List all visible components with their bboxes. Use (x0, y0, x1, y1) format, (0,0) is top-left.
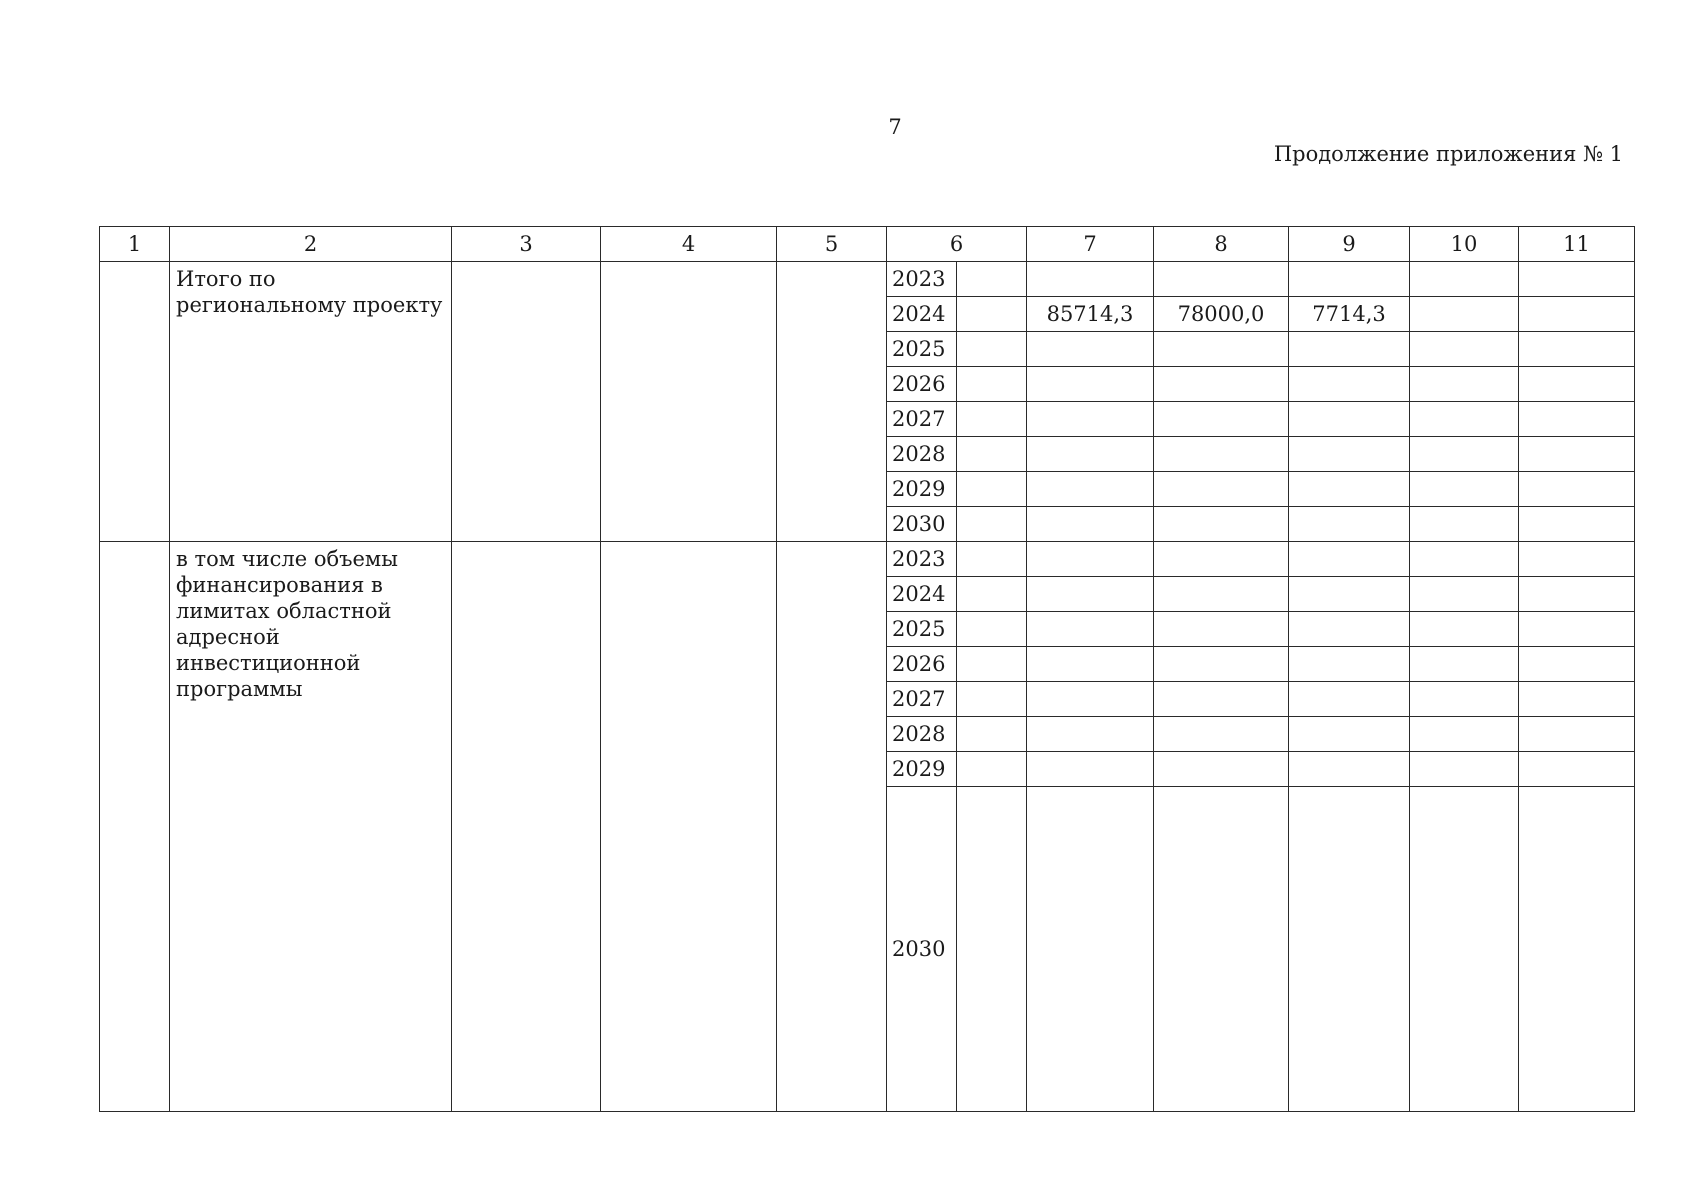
col-6-value (957, 332, 1027, 367)
col-number-2: 2 (170, 227, 452, 262)
col-number-11: 11 (1519, 227, 1635, 262)
value-cell-c8 (1154, 542, 1289, 577)
col-number-7: 7 (1027, 227, 1154, 262)
value-cell-c11 (1519, 472, 1635, 507)
value-cell-c10 (1410, 332, 1519, 367)
year-cell: 2029 (887, 752, 957, 787)
value-cell-c7 (1027, 507, 1154, 542)
value-cell-c11 (1519, 262, 1635, 297)
col-number-8: 8 (1154, 227, 1289, 262)
value-cell-c8: 78000,0 (1154, 297, 1289, 332)
value-cell-c10 (1410, 612, 1519, 647)
year-cell: 2026 (887, 647, 957, 682)
value-cell-c11 (1519, 682, 1635, 717)
value-cell-c7 (1027, 542, 1154, 577)
value-cell-c9 (1289, 542, 1410, 577)
value-cell-c8 (1154, 682, 1289, 717)
value-cell-c9 (1289, 507, 1410, 542)
row-name: Итого по региональному проекту (170, 262, 452, 542)
col-6-value (957, 787, 1027, 1112)
block-col-4 (601, 262, 777, 542)
col-6-value (957, 647, 1027, 682)
value-cell-c9 (1289, 472, 1410, 507)
year-cell: 2025 (887, 332, 957, 367)
col-6-value (957, 472, 1027, 507)
value-cell-c10 (1410, 472, 1519, 507)
col-6-value (957, 297, 1027, 332)
col-6-value (957, 577, 1027, 612)
value-cell-c8 (1154, 787, 1289, 1112)
value-cell-c11 (1519, 612, 1635, 647)
value-cell-c11 (1519, 437, 1635, 472)
col-number-9: 9 (1289, 227, 1410, 262)
block-col-5 (777, 262, 887, 542)
value-cell-c8 (1154, 367, 1289, 402)
value-cell-c7 (1027, 752, 1154, 787)
col-6-value (957, 682, 1027, 717)
year-cell: 2026 (887, 367, 957, 402)
value-cell-c7 (1027, 717, 1154, 752)
value-cell-c9 (1289, 787, 1410, 1112)
col-number-10: 10 (1410, 227, 1519, 262)
value-cell-c10 (1410, 262, 1519, 297)
value-cell-c7 (1027, 647, 1154, 682)
value-cell-c8 (1154, 577, 1289, 612)
financing-table (99, 226, 1635, 1112)
value-cell-c9 (1289, 717, 1410, 752)
year-cell: 2028 (887, 437, 957, 472)
col-number-6: 6 (887, 227, 1027, 262)
value-cell-c10 (1410, 752, 1519, 787)
block-col-3 (452, 542, 601, 1112)
year-cell: 2030 (887, 507, 957, 542)
value-cell-c7: 85714,3 (1027, 297, 1154, 332)
value-cell-c8 (1154, 402, 1289, 437)
value-cell-c11 (1519, 297, 1635, 332)
value-cell-c9 (1289, 647, 1410, 682)
block-col-1 (100, 262, 170, 542)
value-cell-c7 (1027, 577, 1154, 612)
value-cell-c8 (1154, 717, 1289, 752)
page-number: 7 (888, 115, 902, 139)
year-cell: 2024 (887, 297, 957, 332)
value-cell-c7 (1027, 787, 1154, 1112)
value-cell-c9 (1289, 577, 1410, 612)
block-col-3 (452, 262, 601, 542)
value-cell-c7 (1027, 332, 1154, 367)
col-6-value (957, 612, 1027, 647)
value-cell-c7 (1027, 612, 1154, 647)
value-cell-c9: 7714,3 (1289, 297, 1410, 332)
value-cell-c9 (1289, 332, 1410, 367)
value-cell-c11 (1519, 752, 1635, 787)
value-cell-c10 (1410, 647, 1519, 682)
value-cell-c9 (1289, 367, 1410, 402)
col-6-value (957, 507, 1027, 542)
value-cell-c11 (1519, 367, 1635, 402)
year-cell: 2027 (887, 682, 957, 717)
value-cell-c9 (1289, 402, 1410, 437)
row-name: в том числе объемы финансирования в лимитах областной адресной инвестиционной программы (170, 542, 452, 1112)
value-cell-c8 (1154, 262, 1289, 297)
value-cell-c11 (1519, 542, 1635, 577)
col-6-value (957, 752, 1027, 787)
block-col-4 (601, 542, 777, 1112)
appendix-continuation-note: Продолжение приложения № 1 (1273, 142, 1623, 166)
year-cell: 2023 (887, 262, 957, 297)
value-cell-c11 (1519, 402, 1635, 437)
value-cell-c11 (1519, 717, 1635, 752)
value-cell-c8 (1154, 647, 1289, 682)
col-6-value (957, 717, 1027, 752)
value-cell-c7 (1027, 262, 1154, 297)
value-cell-c10 (1410, 297, 1519, 332)
year-cell: 2028 (887, 717, 957, 752)
col-6-value (957, 437, 1027, 472)
col-6-value (957, 367, 1027, 402)
col-number-5: 5 (777, 227, 887, 262)
value-cell-c7 (1027, 367, 1154, 402)
value-cell-c11 (1519, 787, 1635, 1112)
value-cell-c9 (1289, 437, 1410, 472)
column-number-row (100, 227, 1635, 262)
year-cell: 2024 (887, 577, 957, 612)
value-cell-c8 (1154, 332, 1289, 367)
value-cell-c9 (1289, 612, 1410, 647)
value-cell-c10 (1410, 577, 1519, 612)
value-cell-c8 (1154, 612, 1289, 647)
year-cell: 2027 (887, 402, 957, 437)
table-row (100, 542, 1635, 577)
value-cell-c8 (1154, 507, 1289, 542)
value-cell-c10 (1410, 717, 1519, 752)
table-row (100, 262, 1635, 297)
value-cell-c7 (1027, 402, 1154, 437)
value-cell-c10 (1410, 542, 1519, 577)
value-cell-c7 (1027, 437, 1154, 472)
value-cell-c10 (1410, 402, 1519, 437)
value-cell-c8 (1154, 752, 1289, 787)
value-cell-c10 (1410, 787, 1519, 1112)
value-cell-c10 (1410, 682, 1519, 717)
value-cell-c10 (1410, 437, 1519, 472)
year-cell: 2029 (887, 472, 957, 507)
value-cell-c8 (1154, 437, 1289, 472)
col-6-value (957, 402, 1027, 437)
year-cell: 2025 (887, 612, 957, 647)
value-cell-c7 (1027, 682, 1154, 717)
col-6-value (957, 542, 1027, 577)
year-cell: 2030 (887, 787, 957, 1112)
value-cell-c7 (1027, 472, 1154, 507)
block-col-5 (777, 542, 887, 1112)
value-cell-c11 (1519, 332, 1635, 367)
value-cell-c9 (1289, 682, 1410, 717)
value-cell-c11 (1519, 647, 1635, 682)
col-number-3: 3 (452, 227, 601, 262)
year-cell: 2023 (887, 542, 957, 577)
block-col-1 (100, 542, 170, 1112)
col-number-4: 4 (601, 227, 777, 262)
value-cell-c10 (1410, 507, 1519, 542)
value-cell-c10 (1410, 367, 1519, 402)
value-cell-c11 (1519, 507, 1635, 542)
col-number-1: 1 (100, 227, 170, 262)
value-cell-c9 (1289, 262, 1410, 297)
value-cell-c9 (1289, 752, 1410, 787)
value-cell-c8 (1154, 472, 1289, 507)
value-cell-c11 (1519, 577, 1635, 612)
col-6-value (957, 262, 1027, 297)
